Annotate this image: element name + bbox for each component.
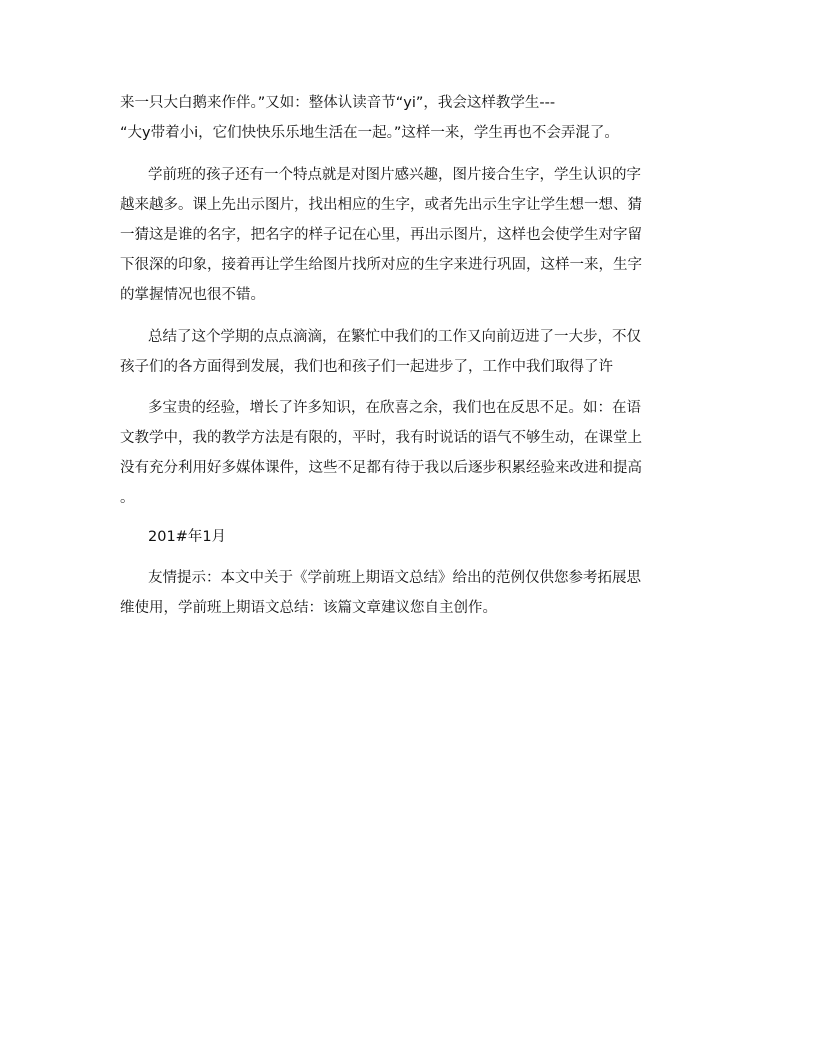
text-line: 友情提示：本文中关于《学前班上期语文总结》给出的范例仅供您参考拓展思 (148, 570, 641, 586)
text-line: 的掌握情况也很不错。 (120, 287, 265, 303)
paragraph-3 (120, 322, 700, 382)
date-text: 201#年1月 (148, 529, 227, 545)
text-line: 一猜这是谁的名字，把名字的样子记在心里，再出示图片，这样也会使学生对字留 (120, 227, 642, 243)
text-line: 。 (120, 490, 135, 506)
text-line: “大y带着小i，它们快快乐乐地生活在一起。”这样一来，学生再也不会弄混了。 (120, 125, 619, 141)
paragraph-4 (120, 393, 700, 513)
text-line: 文教学中，我的教学方法是有限的，平时，我有时说话的语气不够生动，在课堂上 (120, 430, 642, 446)
paragraph-2 (120, 160, 700, 310)
text-line: 学前班的孩子还有一个特点就是对图片感兴趣，图片接合生字，学生认识的字 (148, 167, 641, 183)
friendly-tip (120, 563, 700, 623)
text-line: 总结了这个学期的点点滴滴，在繁忙中我们的工作又向前迈进了一大步，不仅 (148, 329, 641, 345)
date-line (120, 522, 700, 552)
text-line: 来一只大白鹅来作伴。”又如：整体认读音节“yi”，我会这样教学生--- (120, 95, 556, 111)
paragraph-1 (120, 88, 700, 148)
text-line: 下很深的印象，接着再让学生给图片找所对应的生字来进行巩固，这样一来，生字 (120, 257, 642, 273)
text-line: 孩子们的各方面得到发展，我们也和孩子们一起进步了，工作中我们取得了许 (120, 359, 613, 375)
text-line: 多宝贵的经验，增长了许多知识，在欣喜之余，我们也在反思不足。如：在语 (148, 400, 641, 416)
text-line: 维使用，学前班上期语文总结：该篇文章建议您自主创作。 (120, 600, 497, 616)
text-line: 越来越多。课上先出示图片，找出相应的生字，或者先出示生字让学生想一想、猜 (120, 197, 642, 213)
text-line: 没有充分利用好多媒体课件，这些不足都有待于我以后逐步积累经验来改进和提高 (120, 460, 642, 476)
